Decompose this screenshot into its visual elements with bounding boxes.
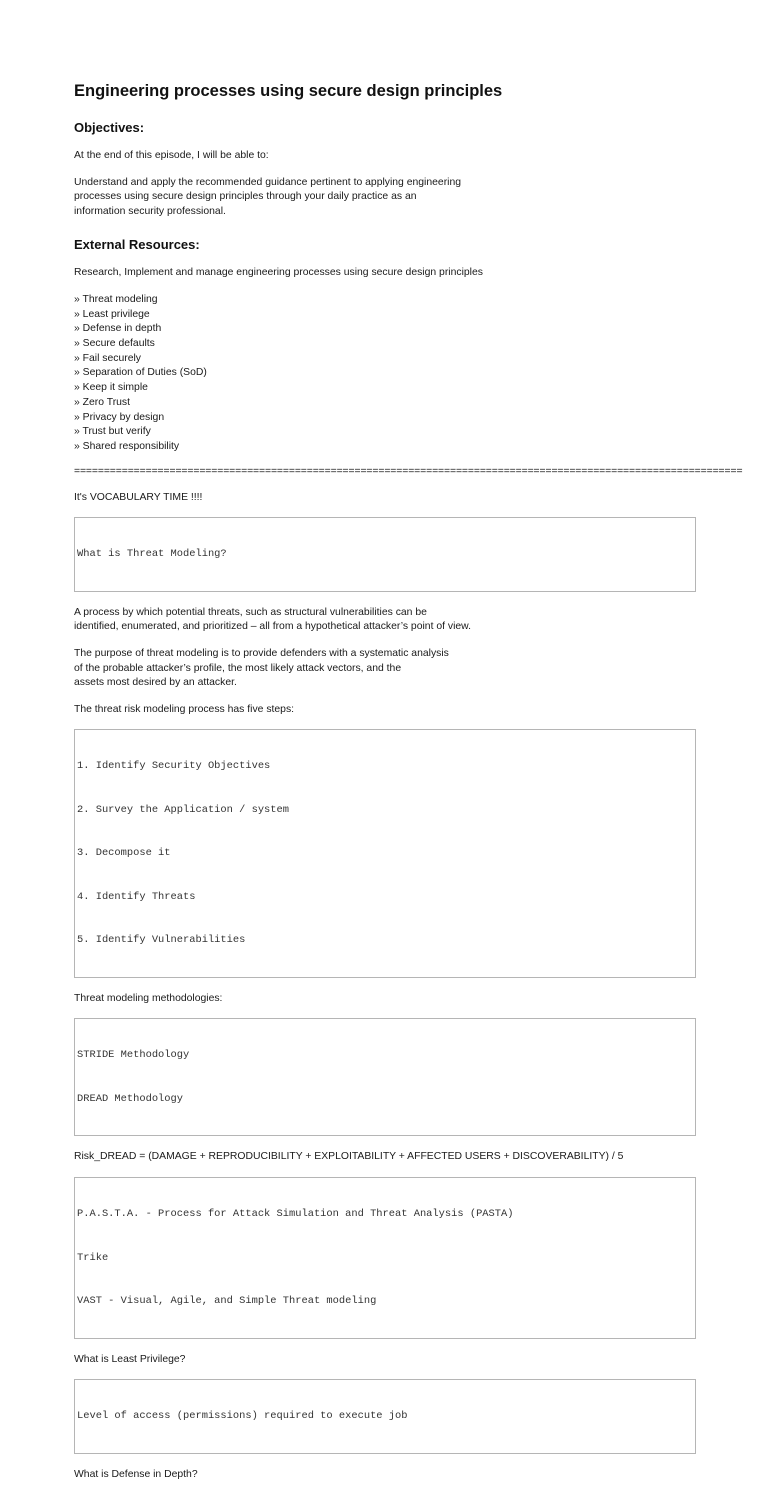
defense-in-depth-question: What is Defense in Depth?	[74, 1468, 198, 1480]
list-item: » Least privilege	[74, 308, 150, 320]
code-line: 5. Identify Vulnerabilities	[77, 934, 246, 947]
code-line: STRIDE Methodology	[77, 1049, 190, 1062]
document-content	[74, 82, 743, 1494]
methodologies-intro: Threat modeling methodologies:	[74, 992, 223, 1004]
principles-list	[74, 293, 696, 455]
methodologies-box	[74, 1018, 696, 1136]
objectives-line: information security professional.	[74, 205, 226, 217]
code-line: 4. Identify Threats	[77, 890, 196, 903]
risk-dread-formula: Risk_DREAD = (DAMAGE + REPRODUCIBILITY + EXPLOITABILITY + AFFECTED USERS + DISCOVERABILITY) / 5	[74, 1151, 624, 1163]
code-line: What is Threat Modeling?	[77, 548, 227, 561]
list-item: » Separation of Duties (SoD)	[74, 367, 207, 379]
list-item: » Fail securely	[74, 352, 141, 364]
code-line: DREAD Methodology	[77, 1092, 184, 1105]
list-item: » Zero Trust	[74, 396, 131, 408]
threat-modeling-purpose	[74, 647, 696, 691]
list-item: » Keep it simple	[74, 382, 148, 394]
purpose-line: of the probable attacker’s profile, the most likely attack vectors, and the	[74, 662, 402, 674]
code-line: Level of access (permissions) required to execute job	[77, 1410, 408, 1423]
threat-modeling-definition	[74, 606, 696, 635]
list-item: » Defense in depth	[74, 323, 162, 335]
definition-line: A process by which potential threats, such as structural vulnerabilities can be	[74, 606, 427, 618]
least-privilege-question: What is Least Privilege?	[74, 1353, 186, 1365]
objectives-line: processes using secure design principles through your daily practice as an	[74, 191, 417, 203]
external-resources-heading: External Resources:	[74, 237, 200, 253]
least-privilege-answer-box	[74, 1379, 696, 1454]
steps-intro: The threat risk modeling process has five steps:	[74, 703, 295, 715]
objectives-body	[74, 176, 696, 220]
list-item: » Trust but verify	[74, 426, 151, 438]
code-line: 2. Survey the Application / system	[77, 803, 290, 816]
objectives-intro: At the end of this episode, I will be able to:	[74, 150, 269, 161]
document-title: Engineering processes using secure design principles	[74, 82, 503, 100]
purpose-line: The purpose of threat modeling is to provide defenders with a systematic analysis	[74, 647, 449, 659]
list-item: » Privacy by design	[74, 411, 165, 423]
objectives-heading: Objectives:	[74, 120, 145, 135]
threat-modeling-question-box	[74, 517, 696, 592]
section-divider: ================================================================================================================	[74, 465, 743, 477]
other-methodologies-box	[74, 1177, 696, 1339]
list-item: » Shared responsibility	[74, 441, 180, 452]
code-line: Trike	[77, 1251, 109, 1264]
code-line: P.A.S.T.A. - Process for Attack Simulation and Threat Analysis (PASTA)	[77, 1208, 514, 1221]
code-line: VAST - Visual, Agile, and Simple Threat modeling	[77, 1295, 377, 1308]
definition-line: identified, enumerated, and prioritized – all from a hypothetical attacker’s point of view.	[74, 621, 471, 633]
code-line: 1. Identify Security Objectives	[77, 760, 271, 773]
code-line: 3. Decompose it	[77, 847, 171, 860]
vocabulary-heading: It's VOCABULARY TIME !!!!	[74, 491, 203, 503]
external-resources-intro: Research, Implement and manage engineering processes using secure design principles	[74, 267, 483, 279]
list-item: » Secure defaults	[74, 338, 155, 350]
objectives-line: Understand and apply the recommended guidance pertinent to applying engineering	[74, 176, 462, 188]
list-item: » Threat modeling	[74, 293, 158, 305]
steps-box	[74, 729, 696, 978]
purpose-line: assets most desired by an attacker.	[74, 677, 237, 689]
